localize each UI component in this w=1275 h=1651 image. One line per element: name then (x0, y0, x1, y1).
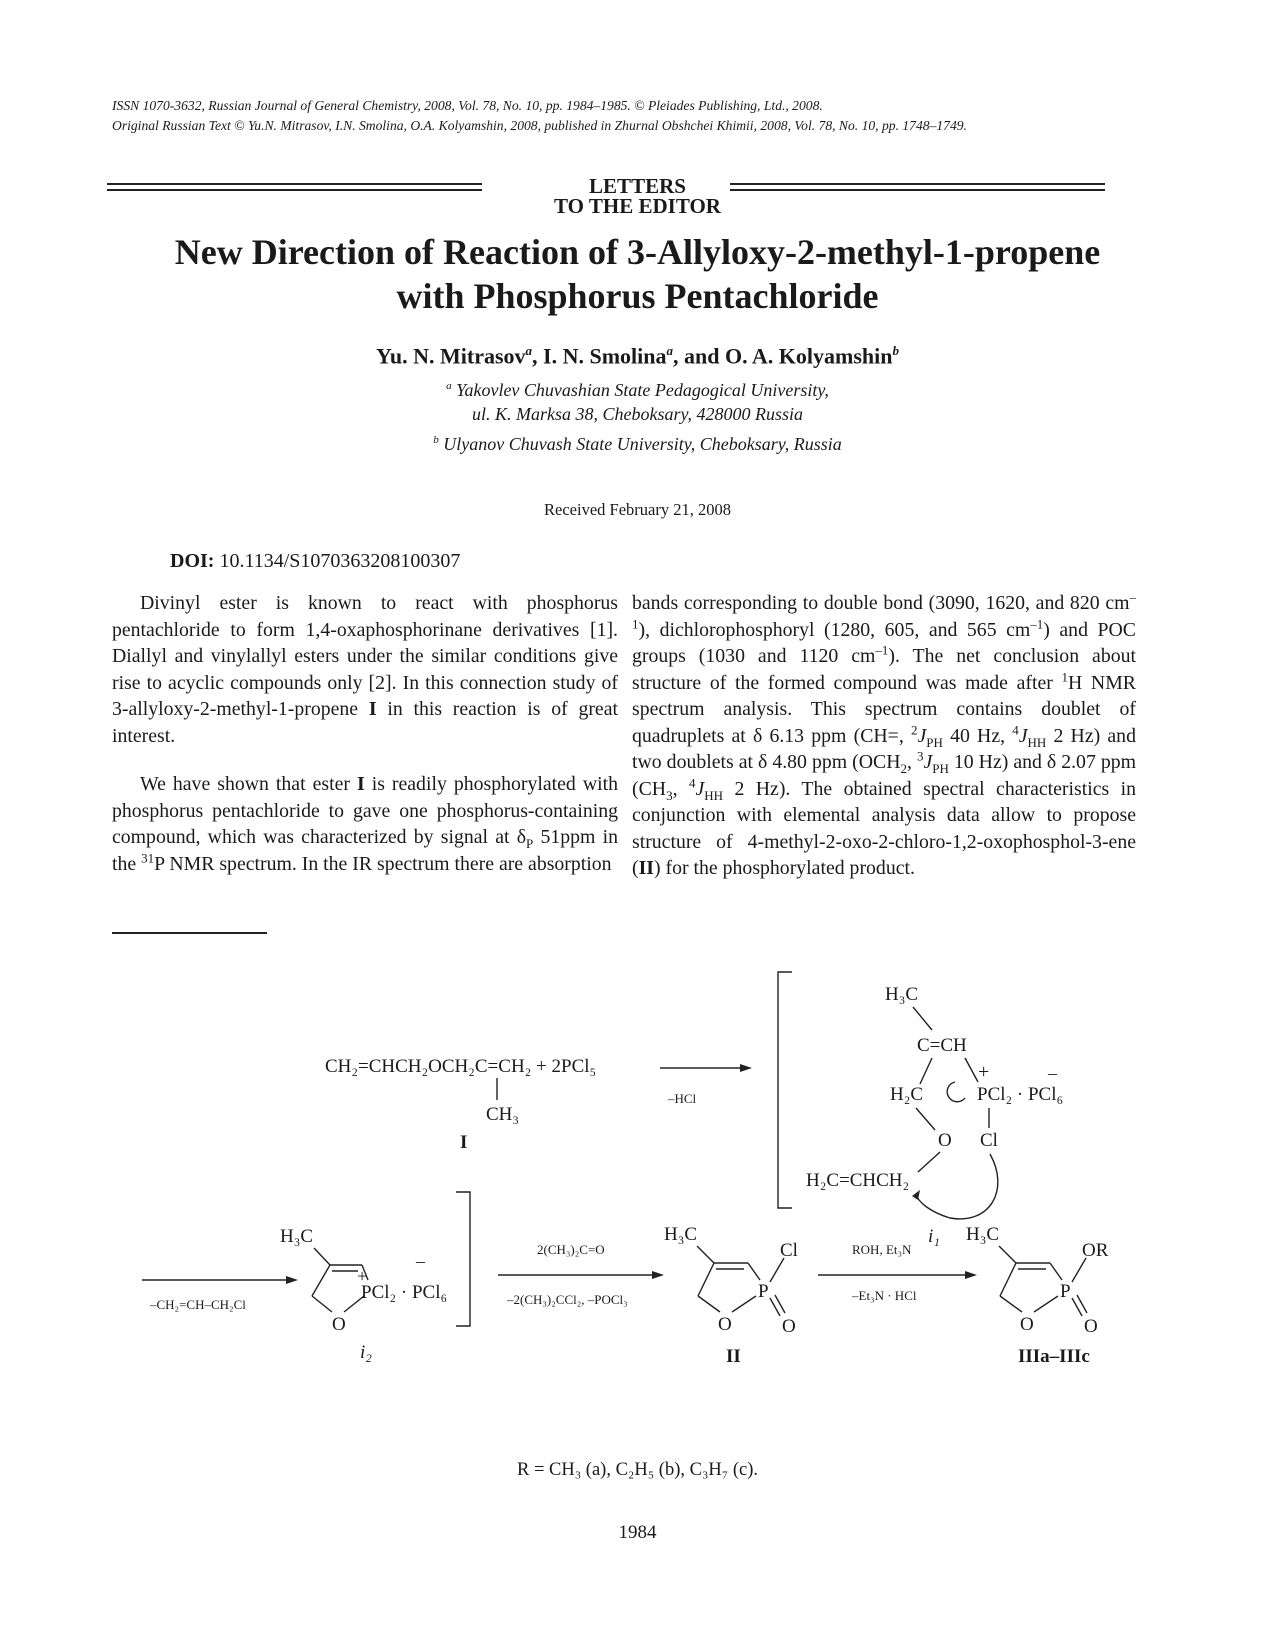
ii-bond-ring-right (748, 1263, 760, 1280)
reactant-methyl: CH₃ (486, 1104, 520, 1125)
arrow-4-below: –Et₃N · HCl (852, 1288, 917, 1303)
rsup3: –1 (875, 642, 889, 658)
iii-bond-o-p (1034, 1296, 1058, 1312)
i1-curved-arrow-small (947, 1082, 965, 1102)
author-2: I. N. Smolina (543, 343, 667, 369)
iii-label: IIIa–IIIc (1018, 1346, 1090, 1367)
rsub11: PH (932, 760, 949, 776)
doi (170, 550, 460, 573)
ii-bond-o-p (732, 1296, 756, 1312)
affiliation-a (100, 374, 1175, 426)
affiliation-a-mark: a (446, 380, 452, 392)
intermediate-bracket-right (456, 1192, 470, 1326)
author-3-prefix: and (684, 343, 725, 369)
reactant-label: I (460, 1132, 468, 1153)
i1-minus: – (1048, 1063, 1057, 1083)
iii-or: OR (1082, 1240, 1109, 1261)
paragraph-2 (112, 771, 618, 877)
ii-cl: Cl (780, 1240, 798, 1261)
iii-bond-ring-left (1000, 1263, 1016, 1296)
rsub9: 2 (900, 760, 907, 776)
r5: H NMR spectrum analysis. This spectrum contains doublet of quadruplets at δ 6.13 ppm (CH=, (632, 671, 1136, 747)
paragraph-1-end: in this reaction is of great interest. (112, 698, 618, 747)
affiliation-a-line1: Yakovlev Chuvashian State Pedagogical University, (456, 380, 829, 400)
r10: , (906, 751, 912, 773)
paragraph-2-sup: 31 (141, 849, 155, 865)
i1-plus: + (978, 1061, 990, 1083)
i1-bond-ch2-o (916, 1108, 935, 1130)
intermediate-bracket-left (778, 972, 792, 1208)
ii-bond-ring-left (698, 1263, 714, 1296)
rsup4: 1 (1061, 668, 1068, 684)
ii-o-oxo: O (782, 1316, 796, 1337)
author-3: O. A. Kolyamshin (725, 343, 893, 369)
footnote-rule (112, 932, 267, 934)
body-column-left (112, 590, 618, 877)
ii-p: P (758, 1281, 769, 1302)
section-heading (0, 176, 1275, 216)
r16: ) for the phosphorylated product. (654, 857, 915, 879)
i2-pcl: PCl₂ · PCl₆ (361, 1282, 448, 1303)
iii-bond-methyl (999, 1246, 1016, 1263)
arrow-4-head (965, 1271, 977, 1279)
paragraph-2-a: We have shown that ester (140, 773, 350, 795)
i1-curved-arrow-large (916, 1154, 998, 1219)
iii-bond-p-or (1072, 1258, 1086, 1282)
i2-bond-ring-left (312, 1265, 330, 1296)
paragraph-2-b: is readily phosphorylated with phosphorus pentachloride to gave one phosphorus-containing compound, which was characterized by signal at δ (112, 773, 618, 848)
arrow-1-below: –HCl (668, 1091, 697, 1106)
rsub12: 3 (666, 787, 673, 803)
i1-h3c: H₃C (885, 984, 919, 1005)
received-date: Received February 21, 2008 (544, 500, 731, 519)
i1-chch: C=CH (917, 1035, 967, 1056)
ii-bond-p-cl (770, 1258, 784, 1282)
reaction-scheme (0, 950, 1275, 1450)
r13: , (672, 777, 678, 800)
arrow-1-head (740, 1064, 752, 1072)
paragraph-2-sub: P (526, 835, 534, 851)
author-2-affil: a (666, 343, 674, 358)
section-heading-line2: TO THE EDITOR (554, 194, 721, 218)
rsup2: –1 (1030, 615, 1044, 631)
compound-ref-I-2: I (356, 773, 365, 795)
i1-allyl: H₂C=CHCH₂ (806, 1170, 910, 1191)
r2: ), dichlorophosphoryl (1280, 605, and 565 cm (638, 618, 1031, 641)
i2-h3c: H₃C (280, 1226, 314, 1247)
i1-bond-o-allyl (918, 1152, 940, 1172)
reactant-formula: CH₂=CHCH₂OCH₂C=CH₂ + 2PCl₅ (325, 1056, 597, 1077)
article-title-line1: New Direction of Reaction of 3-Allyloxy-2-methyl-1-propene (174, 232, 1101, 272)
doi-label: DOI: (170, 550, 215, 572)
rsup5: 2 (910, 721, 918, 737)
arrow-3-below: –2(CH₃)₂CCl₂, –POCl₃ (507, 1292, 628, 1307)
r3: ) and POC groups (1030 and 1120 cm (632, 618, 1136, 667)
i2-o: O (332, 1314, 346, 1335)
author-1-affil: a (525, 343, 533, 358)
author-list: Yu. N. Mitrasov$^a$, I. N. Smolina$^a$, and O. A. Kolyamshin$^b$ (376, 343, 899, 369)
r11: J (923, 751, 933, 773)
r12: 10 Hz) and δ 2.07 ppm (CH (632, 751, 1137, 800)
r6: J (917, 724, 927, 747)
rsup10: 3 (916, 748, 924, 764)
rsup7: 4 (1012, 721, 1019, 737)
paragraph-1 (112, 590, 618, 749)
iii-o-ring: O (1020, 1314, 1034, 1335)
rsup13: 4 (688, 774, 696, 790)
i1-bond-ch-p (965, 1058, 978, 1082)
affiliation-b (100, 428, 1175, 456)
arrow-2-head (286, 1276, 298, 1284)
arrow-3-above: 2(CH₃)₂C=O (537, 1242, 605, 1257)
ii-bond-ch2-o (698, 1296, 720, 1312)
rsub8: HH (1027, 734, 1047, 750)
paragraph-1-text: Divinyl ester is known to react with phosphorus pentachloride to form 1,4-oxaphosphorinane derivatives [1]. Diallyl and vinylallyl esters under the similar conditions give rise to acyclic compounds only [2]. In this connection study of 3-allyloxy-2-methyl-1-propene (112, 592, 618, 720)
arrow-3-head (652, 1271, 664, 1279)
i1-bond-methyl (913, 1007, 932, 1030)
i2-minus: – (416, 1251, 425, 1271)
rsup1: –1 (632, 589, 1136, 631)
article-title (100, 230, 1175, 318)
rsub6: PH (926, 734, 943, 750)
i1-label: i₁ (928, 1226, 940, 1247)
iii-bond-ring-right (1050, 1263, 1062, 1280)
paragraph-2-d: P NMR spectrum. In the IR spectrum there are absorption (154, 852, 612, 875)
section-heading-line1: LETTERS (589, 174, 686, 198)
i2-label: i₂ (360, 1342, 372, 1363)
arrow-4-above: ROH, Et₃N (852, 1242, 912, 1257)
r7: 40 Hz, (950, 724, 1006, 747)
i1-cl: Cl (980, 1130, 998, 1151)
scheme-row-1 (325, 972, 1063, 1247)
r15: 2 Hz). The obtained spectral characteristics in conjunction with elemental analysis data allow to propose structure of 4-methyl-2-oxo-2-chloro-1,2-oxophosphol-3-ene ( (632, 777, 1136, 879)
r4: ). The net conclusion about structure of the formed compound was made after (632, 645, 1136, 694)
journal-header-line1: ISSN 1070-3632, Russian Journal of General Chemistry, 2008, Vol. 78, No. 10, pp. 1984–1985. © Pleiades Publishing, Ltd., 2008. (112, 98, 823, 113)
i1-bond-c-ch2 (920, 1058, 932, 1084)
iii-h3c: H₃C (966, 1224, 1000, 1245)
r1: bands corresponding to double bond (3090, 1620, and 820 cm (632, 592, 1130, 614)
compound-ref-I: I (368, 698, 377, 720)
paragraph-3 (632, 590, 1136, 882)
affiliation-b-mark: b (433, 434, 439, 446)
compound-ref-II: II (638, 857, 654, 879)
ii-bond-methyl (697, 1246, 714, 1263)
i1-o: O (938, 1130, 952, 1151)
arrow-2-below: –CH₂=CH–CH₂Cl (150, 1297, 246, 1312)
body-column-right (632, 590, 1136, 882)
article-title-line2: with Phosphorus Pentachloride (396, 276, 879, 316)
ii-h3c: H₃C (664, 1224, 698, 1245)
author-3-affil: b (892, 343, 899, 358)
r8: J (1018, 724, 1028, 747)
i2-plus: + (357, 1266, 368, 1286)
journal-header-line2: Original Russian Text © Yu.N. Mitrasov, I.N. Smolina, O.A. Kolyamshin, 2008, published in Zhurnal Obshchei Khimii, 2008, Vol. 78, No. 10, pp. 1748–1749. (112, 118, 967, 133)
iii-o-oxo: O (1084, 1316, 1098, 1337)
rsub14: HH (704, 787, 724, 803)
ii-o-ring: O (718, 1314, 732, 1335)
page-number: 1984 (618, 1522, 657, 1543)
r9: 2 Hz) and two doublets at δ 4.80 ppm (OCH (632, 724, 1136, 773)
iii-bond-ch2-o (1000, 1296, 1022, 1312)
i2-bond-methyl (314, 1248, 330, 1265)
iii-p: P (1060, 1281, 1071, 1302)
ii-label: II (726, 1346, 741, 1367)
doi-value[interactable]: 10.1134/S1070363208100307 (219, 550, 461, 572)
i2-bond-ch2-o (312, 1296, 332, 1312)
paragraph-2-c: 51ppm in the (112, 826, 618, 875)
author-1: Yu. N. Mitrasov (376, 343, 526, 369)
i1-pcl: PCl₂ · PCl₆ (977, 1084, 1064, 1105)
r14: J (695, 777, 705, 800)
r-group-definition: R = CH₃ (a), C₂H₅ (b), C₃H₇ (c). (516, 1460, 758, 1480)
i1-h2c: H₂C (890, 1084, 924, 1105)
affiliation-a-line2: ul. K. Marksa 38, Cheboksary, 428000 Russia (472, 404, 803, 424)
affiliation-b-line1: Ulyanov Chuvash State University, Cheboksary, Russia (443, 434, 842, 454)
